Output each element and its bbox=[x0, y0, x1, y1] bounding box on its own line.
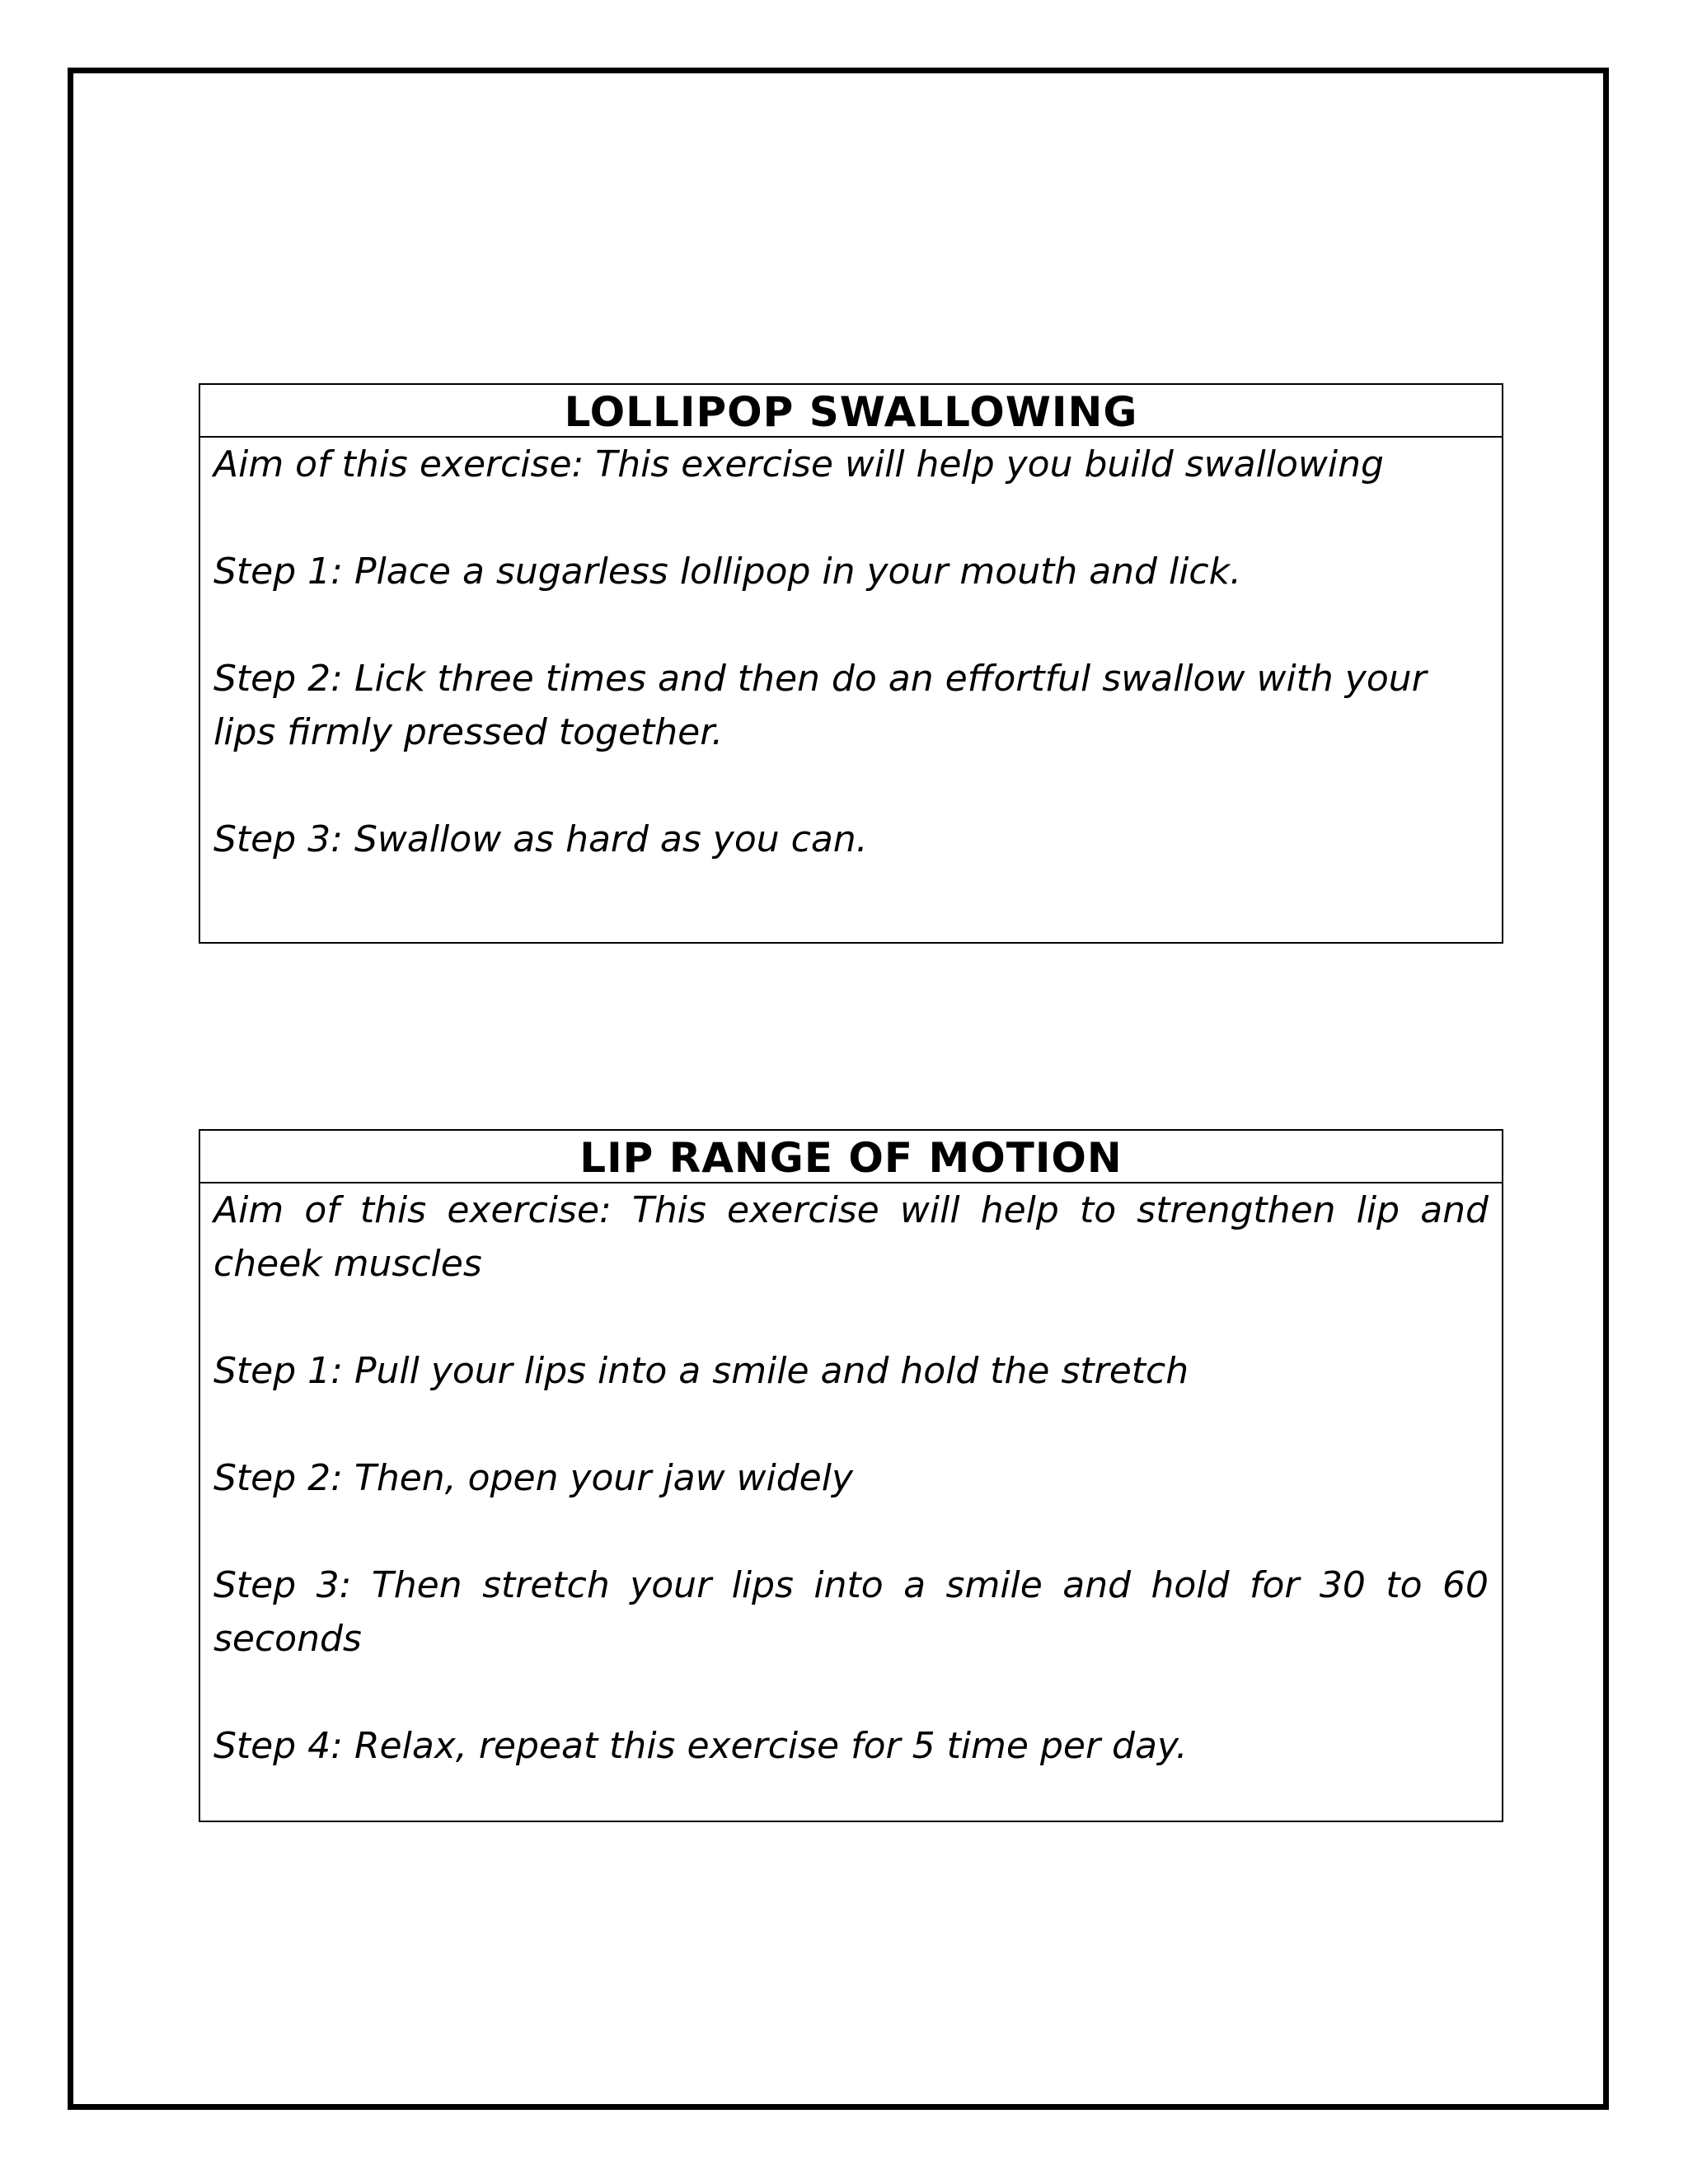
exercise-aim: Aim of this exercise: This exercise will help to strengthen lip and cheek muscles bbox=[213, 1189, 1489, 1285]
exercise-aim: Aim of this exercise: This exercise will help you build swallowing bbox=[213, 443, 1384, 485]
exercise-title: LIP RANGE OF MOTION bbox=[200, 1131, 1502, 1183]
exercise-step: Step 4: Relax, repeat this exercise for 5 time per day. bbox=[213, 1725, 1188, 1767]
exercise-step: Step 2: Lick three times and then do an effortful swallow with your lips firmly pressed together. bbox=[213, 658, 1427, 753]
exercise-card-lip-range-of-motion bbox=[199, 1129, 1503, 1822]
exercise-body bbox=[200, 1183, 1502, 1773]
exercise-step: Step 1: Place a sugarless lollipop in your mouth and lick. bbox=[213, 551, 1242, 593]
exercise-step: Step 3: Then stretch your lips into a smile and hold for 30 to 60 seconds bbox=[213, 1564, 1489, 1660]
exercise-step: Step 3: Swallow as hard as you can. bbox=[213, 818, 868, 860]
exercise-step: Step 2: Then, open your jaw widely bbox=[213, 1457, 854, 1499]
exercise-card-lollipop-swallowing bbox=[199, 383, 1503, 944]
exercise-title: LOLLIPOP SWALLOWING bbox=[200, 385, 1502, 438]
exercise-body bbox=[200, 438, 1502, 866]
exercise-step: Step 1: Pull your lips into a smile and hold the stretch bbox=[213, 1350, 1189, 1392]
